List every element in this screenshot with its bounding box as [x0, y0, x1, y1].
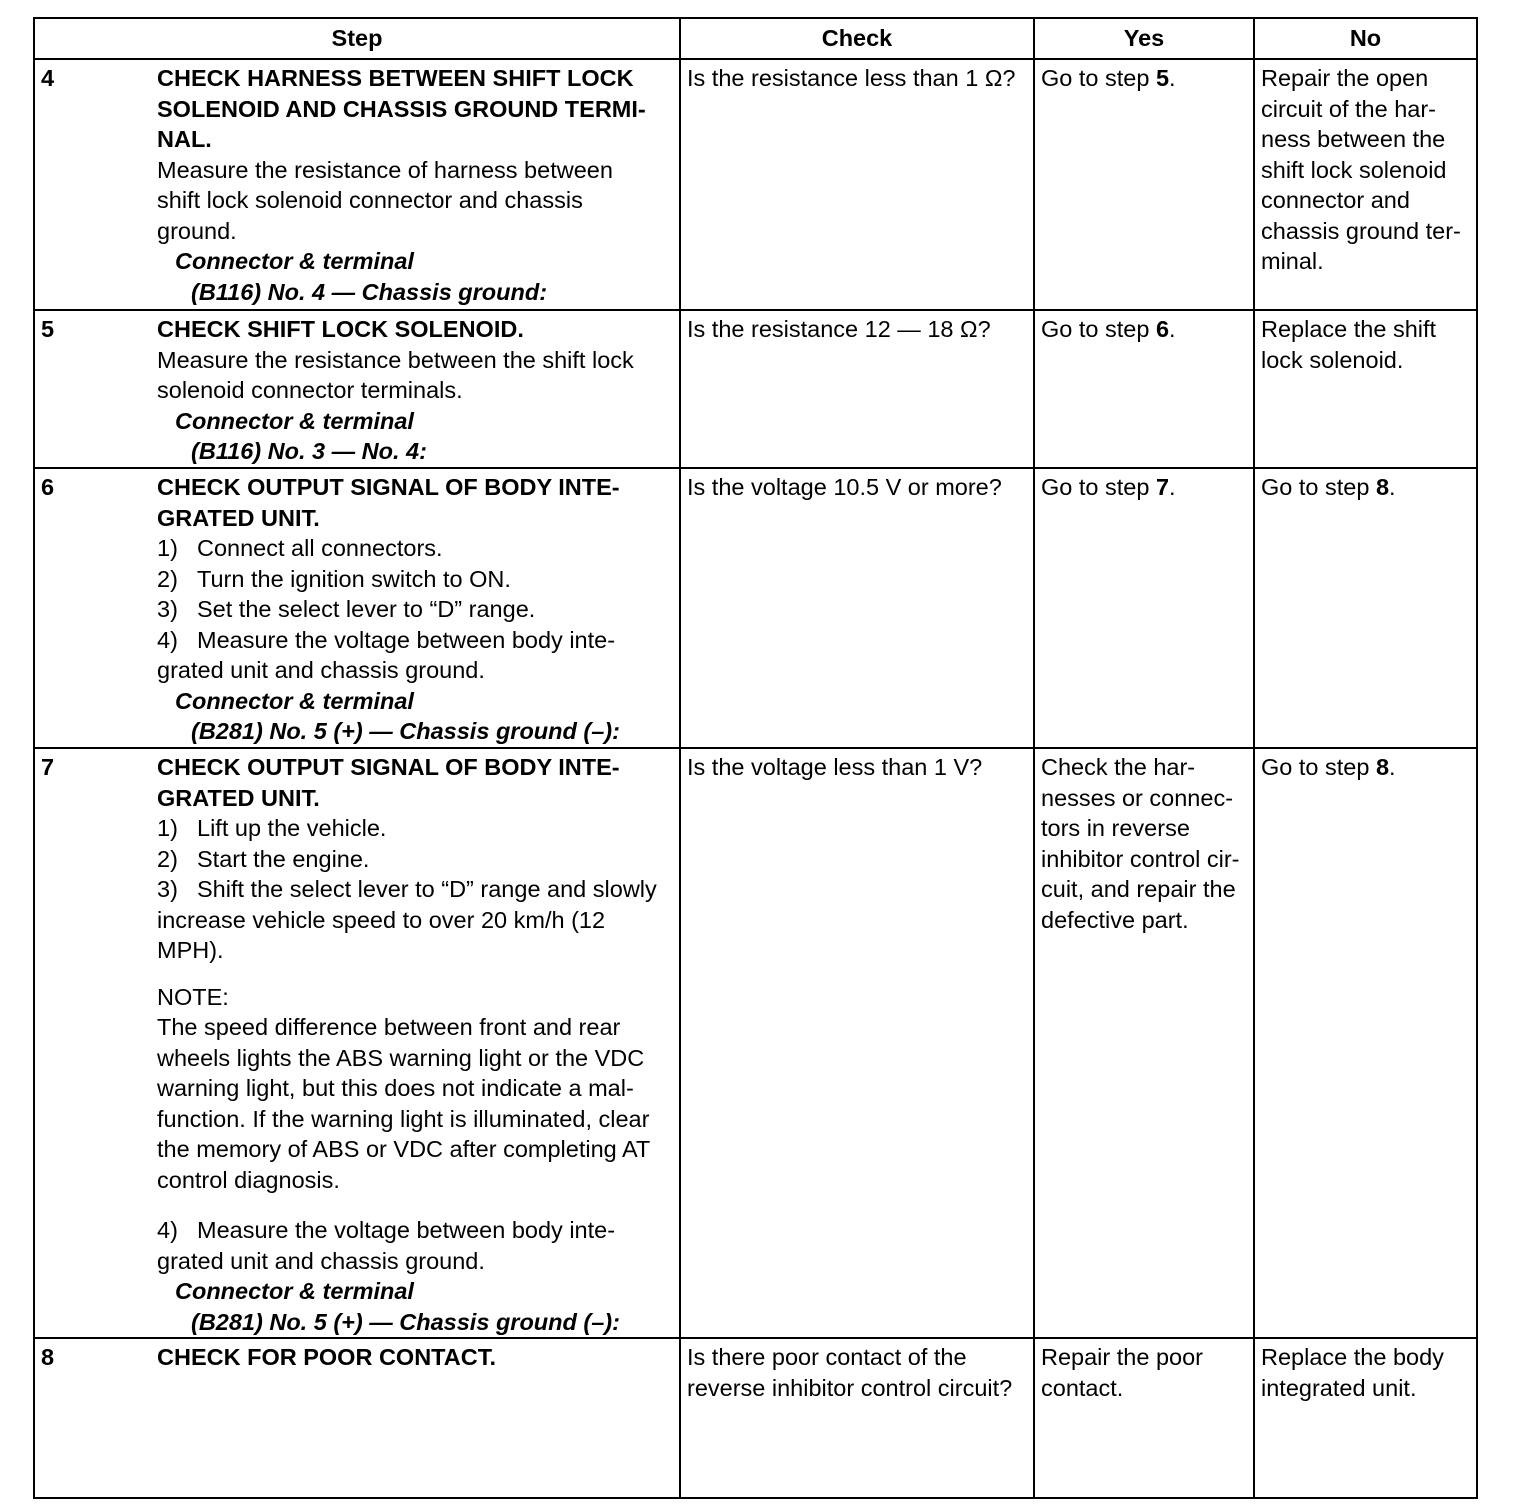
- step-cell: [34, 310, 680, 468]
- procedure-item: [157, 813, 675, 844]
- step-body-line: Measure the resistance between the shift lock: [157, 346, 634, 373]
- item-number: 3): [157, 876, 178, 902]
- no-line: ness between the: [1261, 126, 1446, 152]
- check-cell: [680, 310, 1034, 468]
- yes-text: Go to step: [1041, 65, 1156, 91]
- step-title-line: CHECK OUTPUT SIGNAL OF BODY INTE-: [157, 754, 620, 780]
- step-title-line: GRATED UNIT.: [157, 784, 320, 811]
- terminal-spec: (B281) No. 5 (+) — Chassis ground (–):: [191, 718, 620, 744]
- check-text: Is the voltage less than 1 V?: [687, 754, 983, 780]
- no-cell: [1254, 748, 1477, 1338]
- step-number: 7: [41, 754, 55, 780]
- step-number: 4: [41, 65, 55, 91]
- no-text: Go to step: [1261, 754, 1376, 780]
- step-number: 8: [41, 1344, 55, 1370]
- item-text: Start the engine.: [197, 845, 370, 872]
- table-row: [34, 748, 1477, 1338]
- yes-suffix: .: [1169, 474, 1176, 500]
- item-text: Shift the select lever to “D” range and slowly: [197, 876, 657, 902]
- table-row: [34, 1338, 1477, 1498]
- connector-label: Connector & terminal: [175, 407, 414, 434]
- no-cell: [1254, 310, 1477, 468]
- item-number: 2): [157, 565, 178, 592]
- step-body-line: ground.: [157, 217, 237, 244]
- item-number: 4): [157, 1217, 178, 1243]
- yes-cell: [1034, 59, 1254, 310]
- terminal-spec: (B116) No. 4 — Chassis ground:: [191, 278, 548, 305]
- item-continuation: MPH).: [157, 937, 224, 963]
- check-text: Is the resistance 12 — 18 Ω?: [687, 316, 991, 342]
- yes-text: Go to step: [1041, 316, 1156, 342]
- item-number: 4): [157, 626, 178, 653]
- item-continuation: grated unit and chassis ground.: [157, 1247, 485, 1274]
- note-body: [157, 1012, 671, 1195]
- no-suffix: .: [1389, 474, 1396, 500]
- check-line: Is there poor contact of the: [687, 1344, 967, 1370]
- header-check: Check: [680, 18, 1034, 59]
- yes-cell: [1034, 748, 1254, 1338]
- no-cell: [1254, 59, 1477, 310]
- note-line: control diagnosis.: [157, 1166, 340, 1193]
- item-number: 1): [157, 815, 178, 841]
- check-cell: [680, 748, 1034, 1338]
- yes-suffix: .: [1169, 65, 1176, 91]
- step-number: 6: [41, 474, 55, 500]
- procedure-item: [157, 874, 675, 905]
- step-number: 5: [41, 316, 55, 342]
- item-text: Turn the ignition switch to ON.: [197, 565, 511, 592]
- no-cell: [1254, 1338, 1477, 1498]
- item-text: Measure the voltage between body inte-: [197, 1217, 616, 1243]
- no-cell: [1254, 468, 1477, 748]
- procedure-item: [157, 625, 675, 656]
- terminal-spec: (B116) No. 3 — No. 4:: [191, 438, 427, 464]
- procedure-item: [157, 594, 675, 625]
- no-line: chassis ground ter-: [1261, 217, 1461, 244]
- note-line: function. If the warning light is illuminated, clear: [157, 1105, 650, 1132]
- item-continuation: increase vehicle speed to over 20 km/h (12: [157, 906, 606, 933]
- table-row: [34, 310, 1477, 468]
- step-body-line: shift lock solenoid connector and chassis: [157, 187, 583, 213]
- step-title-line: CHECK SHIFT LOCK SOLENOID.: [157, 316, 524, 342]
- no-text: Go to step: [1261, 474, 1376, 500]
- header-row: [34, 18, 1477, 59]
- check-text: Is the resistance less than 1 Ω?: [687, 65, 1016, 91]
- yes-line: Check the har-: [1041, 754, 1196, 780]
- yes-step-ref: 7: [1155, 474, 1170, 500]
- step-cell: [34, 468, 680, 748]
- no-line: integrated unit.: [1261, 1374, 1417, 1401]
- yes-line: Repair the poor: [1041, 1344, 1203, 1370]
- yes-text: Go to step: [1041, 474, 1156, 500]
- no-step-ref: 8: [1375, 754, 1390, 780]
- yes-line: inhibitor control cir-: [1041, 845, 1240, 872]
- step-body-line: solenoid connector terminals.: [157, 377, 463, 403]
- step-cell: [34, 59, 680, 310]
- terminal-spec: (B281) No. 5 (+) — Chassis ground (–):: [191, 1308, 620, 1335]
- check-cell: [680, 1338, 1034, 1498]
- procedure-item: [157, 564, 675, 595]
- item-number: 1): [157, 535, 178, 561]
- note-line: The speed difference between front and rear: [157, 1014, 621, 1040]
- connector-label: Connector & terminal: [175, 687, 414, 714]
- yes-suffix: .: [1169, 316, 1176, 342]
- item-text: Connect all connectors.: [197, 535, 443, 561]
- note-label: NOTE:: [157, 983, 229, 1010]
- step-title-line: CHECK FOR POOR CONTACT.: [157, 1344, 497, 1370]
- step-title-line: CHECK OUTPUT SIGNAL OF BODY INTE-: [157, 474, 620, 500]
- no-line: Replace the shift: [1261, 316, 1437, 342]
- no-line: lock solenoid.: [1261, 346, 1404, 373]
- yes-cell: [1034, 310, 1254, 468]
- step-title-line: SOLENOID AND CHASSIS GROUND TERMI-: [157, 95, 646, 122]
- no-line: circuit of the har-: [1261, 95, 1437, 122]
- item-number: 2): [157, 845, 178, 872]
- connector-label: Connector & terminal: [175, 248, 414, 274]
- yes-cell: [1034, 1338, 1254, 1498]
- check-cell: [680, 468, 1034, 748]
- yes-step-ref: 5: [1155, 65, 1170, 91]
- item-number: 3): [157, 596, 178, 622]
- yes-cell: [1034, 468, 1254, 748]
- step-cell: [34, 748, 680, 1338]
- step-cell: [34, 1338, 680, 1498]
- table-row: [34, 59, 1477, 310]
- procedure-item: [157, 844, 675, 875]
- item-text: Set the select lever to “D” range.: [197, 596, 536, 622]
- yes-line: defective part.: [1041, 906, 1189, 933]
- no-suffix: .: [1389, 754, 1396, 780]
- item-continuation: grated unit and chassis ground.: [157, 657, 485, 683]
- no-line: shift lock solenoid: [1261, 156, 1447, 183]
- yes-line: nesses or connec-: [1041, 784, 1234, 811]
- yes-line: contact.: [1041, 1374, 1124, 1401]
- header-step: Step: [34, 18, 680, 59]
- note-line: the memory of ABS or VDC after completing AT: [157, 1136, 651, 1162]
- step-title-line: NAL.: [157, 126, 212, 152]
- step-title-line: GRATED UNIT.: [157, 504, 320, 531]
- header-yes: Yes: [1034, 18, 1254, 59]
- diagnostic-table: [33, 17, 1478, 1499]
- yes-step-ref: 6: [1155, 316, 1170, 342]
- table-row: [34, 468, 1477, 748]
- procedure-item: [157, 533, 675, 564]
- item-text: Lift up the vehicle.: [197, 815, 387, 841]
- step-body-line: Measure the resistance of harness between: [157, 156, 613, 183]
- no-line: Repair the open: [1261, 65, 1429, 91]
- check-cell: [680, 59, 1034, 310]
- header-no: No: [1254, 18, 1477, 59]
- spacer: [157, 1195, 675, 1215]
- no-step-ref: 8: [1375, 474, 1390, 500]
- check-line: reverse inhibitor control circuit?: [687, 1374, 1013, 1401]
- note-line: wheels lights the ABS warning light or the VDC: [157, 1044, 645, 1071]
- item-text: Measure the voltage between body inte-: [197, 626, 616, 653]
- no-line: connector and: [1261, 187, 1410, 213]
- procedure-item: [157, 1215, 675, 1246]
- check-text: Is the voltage 10.5 V or more?: [687, 474, 1002, 500]
- step-title-line: CHECK HARNESS BETWEEN SHIFT LOCK: [157, 65, 634, 91]
- no-line: Replace the body: [1261, 1344, 1444, 1370]
- connector-label: Connector & terminal: [175, 1278, 414, 1304]
- yes-line: tors in reverse: [1041, 815, 1190, 841]
- note-line: warning light, but this does not indicate a mal-: [157, 1075, 634, 1101]
- no-line: minal.: [1261, 248, 1324, 274]
- yes-line: cuit, and repair the: [1041, 876, 1236, 902]
